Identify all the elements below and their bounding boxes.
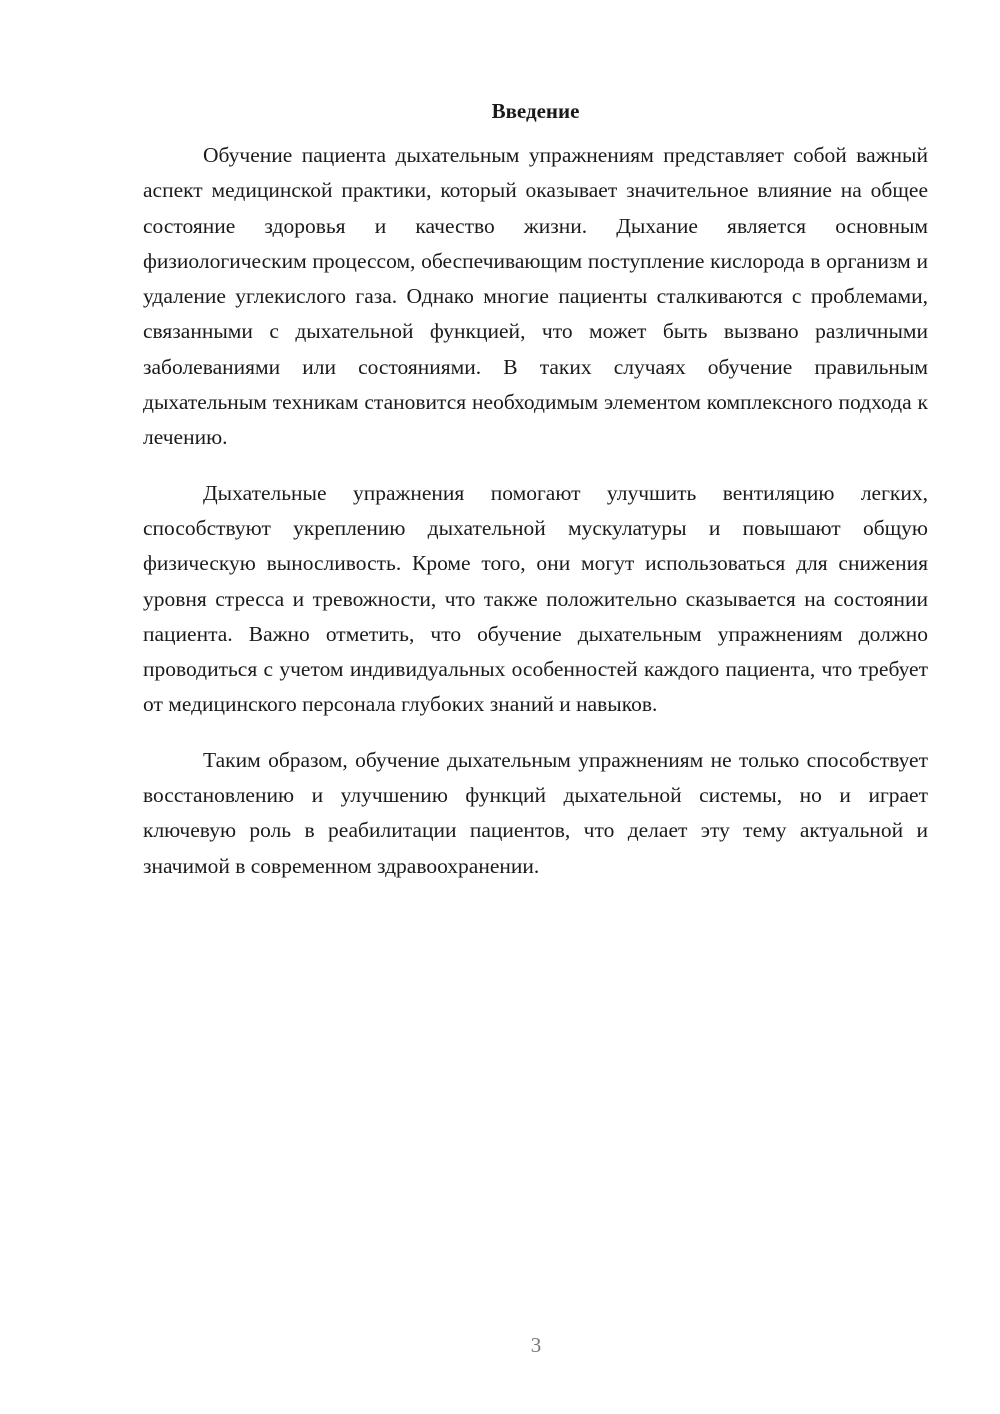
page-content: [143, 96, 928, 904]
section-heading: Введение: [491, 99, 580, 123]
page-number: 3: [530, 1333, 542, 1357]
paragraph-1: Обучение пациента дыхательным упражнениям представляет собой важный аспект медицинской практики, который оказывает значительное влияние на общее состояние здоровья и качество жизни. Дыхание является основным физиологическим процессом, обеспечивающим поступление кислорода в организм и удаление углекислого газа. Однако многие пациенты сталкиваются с проблемами, связанными с дыхательной функцией, что может быть вызвано различными заболеваниями или состояниями. В таких случаях обучение правильным дыхательным техникам становится необходимым элементом комплексного подхода к лечению.: [143, 143, 928, 450]
paragraph-2: Дыхательные упражнения помогают улучшить вентиляцию легких, способствуют укреплению дыхательной мускулатуры и повышают общую физическую выносливость. Кроме того, они могут использоваться для снижения уровня стресса и тревожности, что также положительно сказывается на состоянии пациента. Важно отметить, что обучение дыхательным упражнениям должно проводиться с учетом индивидуальных особенностей каждого пациента, что требует от медицинского персонала глубоких знаний и навыков.: [143, 480, 928, 717]
paragraph-3: Таким образом, обучение дыхательным упражнениям не только способствует восстановлению и улучшению функций дыхательной системы, но и играет ключевую роль в реабилитации пациентов, что делает эту тему актуальной и значимой в современном здравоохранении.: [143, 747, 928, 878]
